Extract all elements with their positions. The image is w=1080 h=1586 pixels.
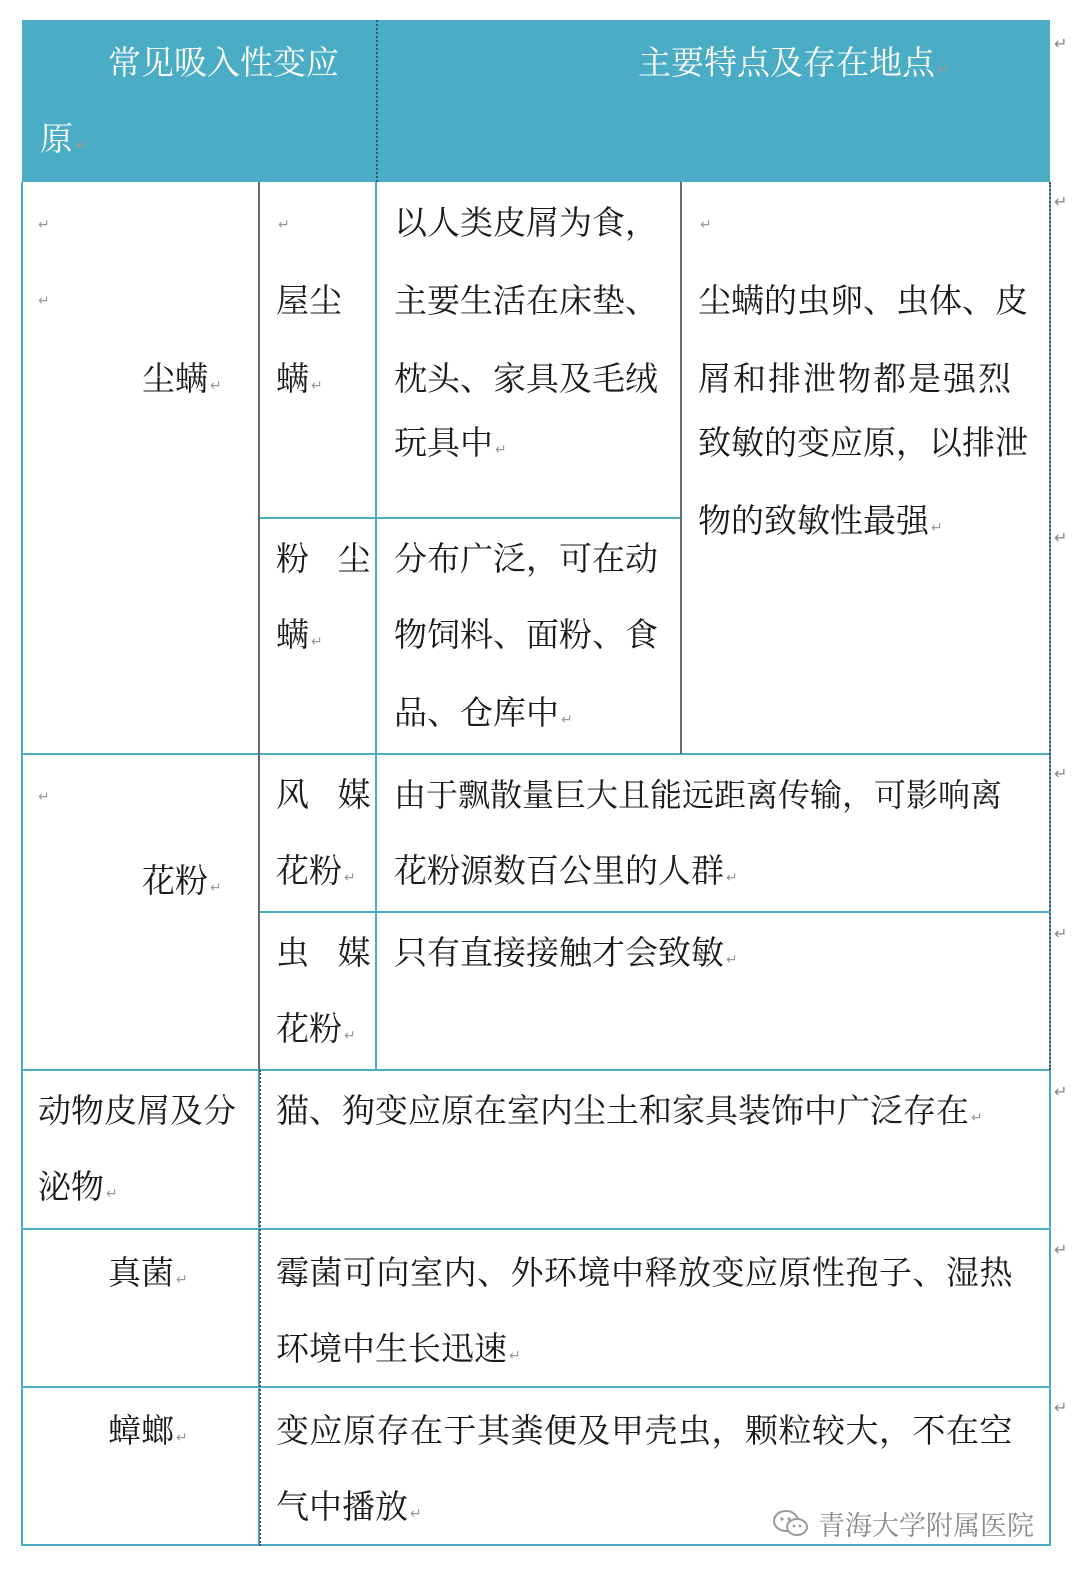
desc-line: 品、仓库中 ↵ bbox=[394, 693, 573, 732]
desc-line: 霉菌可向室内、外环境中释放变应原性孢子、湿热 bbox=[276, 1253, 1013, 1292]
row-divider bbox=[22, 753, 1050, 755]
header-divider bbox=[376, 20, 378, 182]
fungi-desc bbox=[260, 1230, 1050, 1386]
wind-pollen-line1: 风 媒 bbox=[276, 775, 371, 814]
insect-pollen-name bbox=[260, 914, 376, 1070]
header-allergen-line2: 原 ↵ bbox=[40, 119, 87, 158]
pollen-category bbox=[22, 756, 258, 1070]
desc-line: 分布广泛，可在动 bbox=[394, 539, 658, 578]
column-divider bbox=[259, 1070, 261, 1546]
desc-line: 尘螨的虫卵、虫体、皮 bbox=[698, 281, 1028, 320]
flour-mite-line2: 螨 ↵ bbox=[276, 615, 323, 654]
paragraph-mark: ↵ bbox=[1054, 528, 1068, 547]
desc-line: 花粉源数百公里的人群 ↵ bbox=[394, 851, 738, 890]
fungi-label: 真菌 ↵ bbox=[108, 1253, 188, 1292]
desc-line: 只有直接接触才会致敏 ↵ bbox=[394, 933, 738, 972]
paragraph-mark: ↵ bbox=[1054, 1082, 1068, 1101]
row-divider bbox=[260, 911, 1050, 913]
wind-pollen-desc bbox=[378, 756, 1050, 912]
column-divider bbox=[258, 182, 260, 1070]
cockroach-label: 蟑螂 ↵ bbox=[108, 1411, 188, 1450]
paragraph-mark: ↵ bbox=[278, 217, 290, 233]
dust-mite-common-desc bbox=[682, 182, 1050, 754]
desc-line: 猫、狗变应原在室内尘土和家具装饰中广泛存在 ↵ bbox=[276, 1091, 983, 1130]
desc-line: 物的致敏性最强 ↵ bbox=[698, 501, 943, 540]
paragraph-mark: ↵ bbox=[700, 217, 712, 233]
desc-line: 环境中生长迅速 ↵ bbox=[276, 1329, 521, 1368]
header-features-cell bbox=[378, 20, 1050, 182]
insect-pollen-line1: 虫 媒 bbox=[276, 933, 371, 972]
column-divider bbox=[680, 182, 682, 754]
paragraph-mark: ↵ bbox=[1054, 192, 1068, 211]
row-divider bbox=[22, 1228, 1050, 1230]
paragraph-mark: ↵ bbox=[1054, 34, 1068, 53]
animal-line2: 泌物 ↵ bbox=[38, 1167, 118, 1206]
desc-line: 变应原存在于其粪便及甲壳虫，颗粒较大，不在空 bbox=[276, 1411, 1013, 1450]
desc-line: 玩具中 ↵ bbox=[394, 423, 507, 462]
wind-pollen-name bbox=[260, 756, 376, 912]
paragraph-mark: ↵ bbox=[1054, 1240, 1068, 1259]
insect-pollen-line2: 花粉 ↵ bbox=[276, 1009, 356, 1048]
house-dust-mite-desc bbox=[378, 182, 680, 518]
header-allergen-cell bbox=[22, 20, 376, 182]
desc-line: 致敏的变应原，以排泄 bbox=[698, 423, 1028, 462]
flour-mite-desc bbox=[378, 520, 680, 754]
fungi-category bbox=[22, 1230, 258, 1386]
desc-line: 枕头、家具及毛绒 bbox=[394, 359, 658, 398]
pollen-label: 花粉 ↵ bbox=[142, 861, 222, 900]
wechat-icon bbox=[772, 1509, 810, 1539]
paragraph-mark: ↵ bbox=[38, 217, 50, 233]
flour-mite-line1: 粉 尘 bbox=[276, 539, 371, 578]
row-divider bbox=[260, 517, 682, 519]
animal-category bbox=[22, 1072, 258, 1228]
desc-line: 主要生活在床垫、 bbox=[394, 281, 658, 320]
wind-pollen-line2: 花粉 ↵ bbox=[276, 851, 356, 890]
paragraph-mark: ↵ bbox=[38, 789, 50, 805]
house-dust-mite-name bbox=[260, 182, 376, 518]
paragraph-mark: ↵ bbox=[1054, 924, 1068, 943]
desc-line: 由于飘散量巨大且能远距离传输，可影响离 bbox=[394, 776, 1003, 814]
table-left-border bbox=[21, 182, 23, 1546]
column-divider bbox=[375, 182, 377, 1070]
paragraph-mark: ↵ bbox=[1054, 764, 1068, 783]
animal-line1: 动物皮屑及分 bbox=[38, 1091, 236, 1130]
animal-desc bbox=[260, 1072, 1050, 1228]
paragraph-mark: ↵ bbox=[38, 293, 50, 309]
row-divider bbox=[22, 1386, 1050, 1388]
desc-line: 以人类皮屑为食， bbox=[394, 203, 658, 242]
desc-line: 物饲料、面粉、食 bbox=[394, 615, 658, 654]
flour-mite-name bbox=[260, 520, 376, 754]
watermark bbox=[772, 1504, 1034, 1543]
insect-pollen-desc bbox=[378, 914, 1050, 1070]
row-divider bbox=[22, 180, 1050, 182]
row-divider bbox=[22, 1069, 1050, 1071]
table-bottom-border bbox=[22, 1544, 1050, 1546]
desc-line: 气中播放 ↵ bbox=[276, 1487, 422, 1526]
desc-line: 屑和排泄物都是强烈 bbox=[698, 359, 1013, 398]
watermark-text: 青海大学附属医院 bbox=[818, 1511, 1034, 1542]
house-dust-mite-line1: 屋尘 bbox=[276, 281, 342, 320]
dust-mite-label: 尘螨 ↵ bbox=[142, 359, 222, 398]
paragraph-mark: ↵ bbox=[1054, 1398, 1068, 1417]
column-divider bbox=[1049, 182, 1051, 1070]
header-features-label: 主要特点及存在地点 ↵ bbox=[638, 43, 949, 82]
header-allergen-line1: 常见吸入性变应 bbox=[108, 43, 339, 82]
house-dust-mite-line2: 螨 ↵ bbox=[276, 359, 323, 398]
dust-mite-category bbox=[22, 182, 258, 754]
cockroach-category bbox=[22, 1388, 258, 1544]
